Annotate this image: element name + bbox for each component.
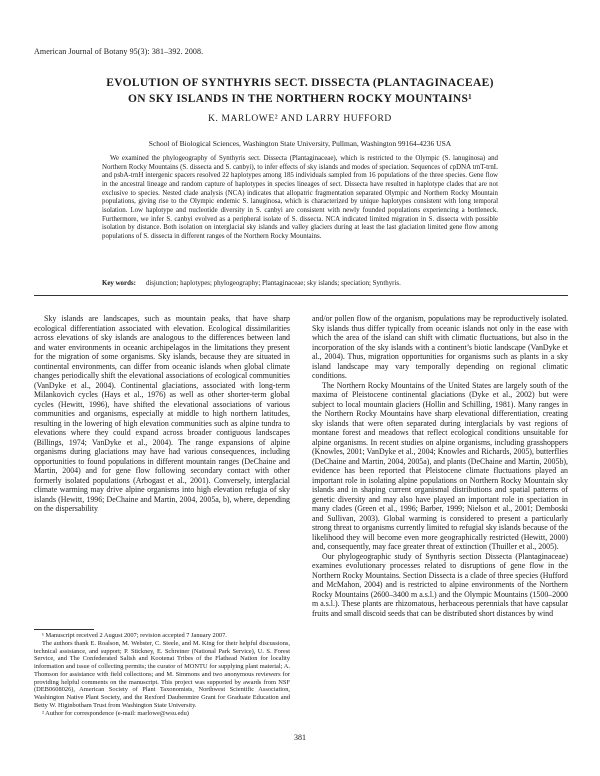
body-column-right xyxy=(312,314,568,618)
body-column-left xyxy=(34,314,290,514)
footnote-received: ¹ Manuscript received 2 August 2007; revision accepted 7 January 2007. xyxy=(42,632,227,639)
body-paragraph: The Northern Rocky Mountains of the United States are largely south of the maxima of Pleistocene continental glaciations (Dyke et al., 2002) but were subject to local mountain glaciers (Hollin and Schilling, 1981). Many ranges in the Northern Rocky Mountains have sharp elevational differentiation, creating sky islands that were often separated during interglacials by vast regions of montane forest and meadows that reflect ecological conditions unsuitable for alpine organisms. In recent studies on alpine organisms, including grasshoppers (Knowles, 2001; VanDyke et al., 2004; Knowles and Richards, 2005), butterflies (DeChaine and Martin, 2004, 2005a), and plants (DeChaine and Martin, 2005b), evidence has been reported that Pleistocene climate fluctuations played an important role in isolating alpine populations on Northern Rocky Mountain sky islands and in shaping current organismal distributions and spatial patterns of genetic diversity and may also have played an important role in speciation in many clades (Green et al., 1996; Barber, 1999; Nielson et al., 2001; Demboski and Sullivan, 2003). Global warming is considered to present a particularly strong threat to organisms currently limited to refugial sky islands because of the likelihood they will become even more geographically restricted (Hewitt, 2000) and, consequently, may face greater threat of extinction (Thuiller et al., 2005). xyxy=(312,380,568,551)
section-divider xyxy=(34,295,568,296)
keywords-text: disjunction; haplotypes; phylogeography; Plantaginaceae; sky islands; speciation; Synthyris. xyxy=(145,280,401,287)
author-affiliation: School of Biological Sciences, Washington State University, Pullman, Washington 99164-4236 USA xyxy=(148,139,452,148)
keywords xyxy=(102,280,522,287)
footnote-divider xyxy=(34,629,94,630)
body-paragraph: Sky islands are landscapes, such as mountain peaks, that have sharp ecological differentiation associated with elevation. Ecological dissimilarities across elevations of sky islands are analogous to the differences between land and water environments in oceanic archipelagos in the limitations they present for the migration of some organisms. Sky islands, because they are situated in continental environments, can differ from oceanic islands when global climate changes periodically shift the elevational associations of ecological communities (VanDyke et al., 2004). Continental glaciations, associated with long-term Milankovich cycles (Hays et al., 1976) as well as other shorter-term global cycles (Hewitt, 1996), have shifted the elevational associations of various communities and organisms, especially at middle to high northern latitudes, resulting in the lowering of high elevation communities such as alpine tundra to elevations where they could expand across broader contiguous landscapes (Billings, 1974; VanDyke et al., 2004). The range expansions of alpine organisms during glaciations may have had various consequences, including opportunities to found populations in different mountain ranges (DeChaine and Martin, 2004) and for gene flow following secondary contact with other formerly isolated populations (Arbogast et al., 2001). Conversely, interglacial climate warming may drive alpine organisms into high elevation refugia of sky islands (Hewitt, 1996; DeChaine and Martin, 2004, 2005a, b), where, depending on the dispersability xyxy=(34,314,290,513)
author-list: K. MARLOWE² AND LARRY HUFFORD xyxy=(208,114,392,124)
article-title-line-2: ON SKY ISLANDS IN THE NORTHERN ROCKY MOUNTAINS¹ xyxy=(128,93,472,105)
abstract: We examined the phylogeography of Synthyris sect. Dissecta (Plantaginaceae), which is restricted to the Olympic (S. lanuginosa) and Northern Rocky Mountains (S. dissecta and S. canbyi), to infer effects of sky islands and modes of speciation. Sequences of cpDNA trnT-trnL and psbA-trnH intergenic spacers resolved 22 haplotypes among 185 individuals sampled from 16 populations of the three species. Gene flow in the ancestral lineage and random capture of haplotypes in species lineages of sect. Dissecta have resulted in haplotype clades that are not exclusive to species. Nested clade analysis (NCA) indicates that allopatric fragmentation separated Olympic and Northern Rocky Mountain populations, giving rise to the Olympic endemic S. lanuginosa, which is characterized by unique haplotypes consistent with long temporal isolation. Low haplotype and nucleotide diversity in S. canbyi are consistent with newly founded populations experiencing a bottleneck. Furthermore, we infer S. canbyi evolved as a peripheral isolate of S. dissecta. NCA indicated limited migration in S. dissecta with possible isolation by distance. Both isolation on interglacial sky islands and valley glaciers during at least the last glaciation limited gene flow among populations of S. dissecta in different ranges of the Northern Rocky Mountains. xyxy=(102,155,498,240)
footnote-acknowledgments: The authors thank E. Roalson, M. Webster, C. Steele, and M. King for their helpful discussions, technical assistance, and support; P. Stickney, E. Schreiner (National Park Service), U. S. Forest Service, and The Confederated Salish and Kootenai Tribes of the Flathead Nation for locality information and issue of collecting permits; the curator of MONTU for supplying plant material; A. Thomson for assistance with field collections; and M. Simmons and two anonymous reviewers for providing helpful comments on the manuscript. This project was supported by awards from NSF (DEB0608026), American Society of Plant Taxonomists, Northwest Scientific Association, Washington Native Plant Society, and the Rexford Daubenmire Grant for Graduate Education and Betty W. Higinbotham Trust from Washington State University. xyxy=(34,639,290,709)
body-paragraph: and/or pollen flow of the organism, populations may be reproductively isolated. Sky islands thus differ typically from oceanic islands not only in the ease with which the area of the island can shift with climatic fluctuations, but also in the incorporation of the sky islands with a continent’s biotic landscape (VanDyke et al., 2004). Thus, migration opportunities for organisms such as plants in a sky island landscape may vary temporally depending on regional climatic conditions. xyxy=(312,314,568,380)
journal-citation: American Journal of Botany 95(3): 381–392. 2008. xyxy=(34,47,204,56)
page-number: 381 xyxy=(294,733,306,742)
footnotes xyxy=(34,632,290,717)
body-paragraph: Our phylogeographic study of Synthyris section Dissecta (Plantaginaceae) examines evolutionary processes related to disruptions of gene flow in the Northern Rocky Mountains. Section Dissecta is a clade of three species (Hufford and McMahon, 2004) and is restricted to alpine environments of the Northern Rocky Mountains (2600–3400 m a.s.l.) and the Olympic Mountains (1500–2000 m a.s.l.). These plants are rhizomatous, herbaceous perennials that have capsular fruits and small discoid seeds that can be distributed short distances by wind xyxy=(312,551,568,618)
footnote-correspondence: ² Author for correspondence (e-mail: marlowe@wsu.edu) xyxy=(42,709,189,717)
keywords-label: Key words: xyxy=(102,280,136,287)
article-title-line-1: EVOLUTION OF SYNTHYRIS SECT. DISSECTA (PLANTAGINACEAE) xyxy=(106,77,494,89)
